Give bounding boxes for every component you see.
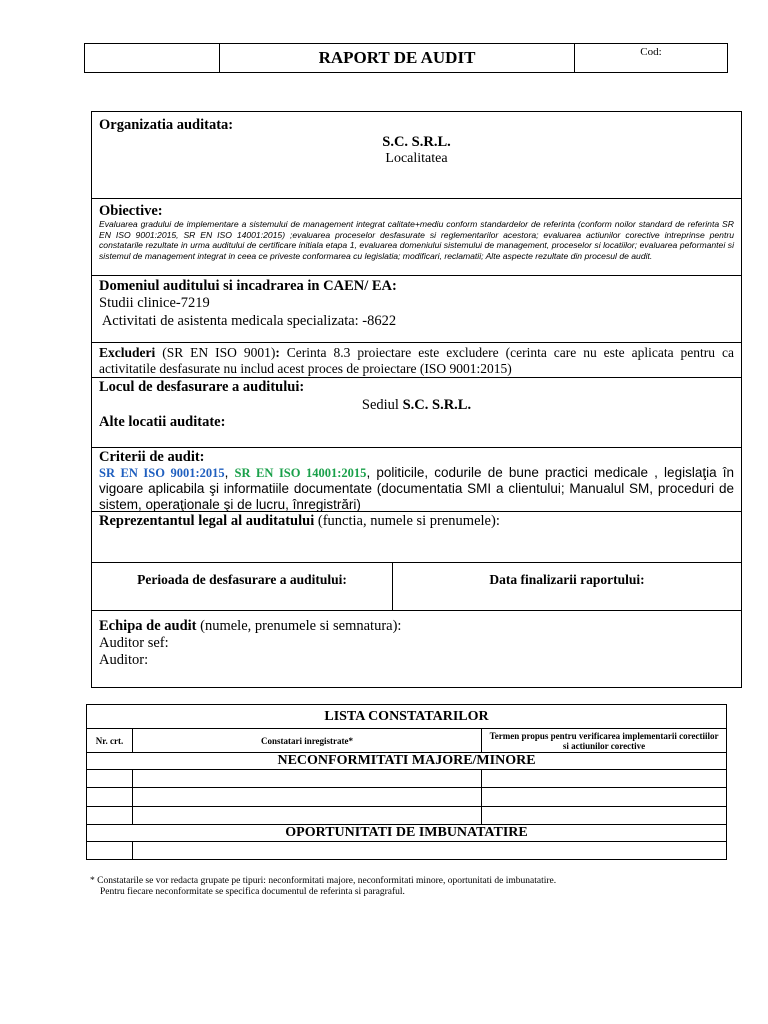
footnote-line-2: Pentru fiecare neconformitate se specifica documentul de referinta si paragraful. [100,887,405,897]
criteria-row [92,448,741,512]
auditor-label: Auditor: [99,652,149,668]
table-row [87,770,726,788]
nr-cell[interactable] [87,788,133,806]
report-title: RAPORT DE AUDIT [220,44,575,72]
team-heading [99,618,734,635]
table-row [87,842,726,859]
exclusions-row [92,343,741,378]
criteria-text: , politicile, codurile de bune practici medicale , legislaţia în vigoare aplicabila şi informatiile documentate (documentatia SMI a clientului; Manualul SM, proceduri de sistem, operaţionale şi de lucru, înregistrări) [99,465,734,512]
criteria-label: Criterii de audit: [99,449,205,465]
criteria-text-block [99,465,734,513]
col-findings-header: Constatari inregistrate* [133,729,482,752]
nr-cell[interactable] [87,807,133,824]
team-label: Echipa de audit [99,618,197,634]
col-deadline-header: Termen propus pentru verificarea implementarii corectiilor si actiunilor corective [489,730,719,751]
period-label: Perioada de desfasurare a auditului: [92,563,393,610]
domain-line-2: Activitati de asistenta medicala specializata: -8622 [99,313,397,329]
finding-cell[interactable] [133,770,482,787]
location-seat [99,397,734,413]
nr-cell[interactable] [87,842,133,859]
code-cell: Cod: [640,46,662,58]
criteria-std-9001: SR EN ISO 9001:2015 [99,466,225,480]
exclusions-label: Excluderi [99,345,156,360]
objectives-text: Evaluarea gradului de implementare a sistemului de management integrat calitate+mediu conform standardelor de referinta (conform noilor standard de referinta SR EN ISO 9001:2015, SR EN ISO 14001:2015) ;evaluarea proceselor desfasurate si reglementarilor acestora; evaluarea actiunilor corective intreprinse pentru constatarile rezultate in urma auditului de certificare initiala etapa 1, evaluarea domeniului sistemului de management, proceselor si locatiilor; evaluarea peformantei si sistemul de management integrat in ceea ce priveste conformarea cu legislatia; modificari, reclamatii; Alte aspecte rezultate din procesul de audit. [99,219,734,261]
table-row [87,807,726,825]
nr-cell[interactable] [87,770,133,787]
opportunity-cell[interactable] [133,842,726,859]
exclusions-standard: (SR EN ISO 9001) [155,345,276,360]
org-locality: Localitatea [385,151,448,166]
org-name: S.C. S.R.L. [382,134,451,150]
header-logo-cell [85,44,220,72]
exclusions-colon: : [275,345,280,360]
org-row [92,112,741,199]
lead-auditor-label: Auditor sef: [99,635,169,651]
report-header [84,43,728,73]
findings-table [86,704,727,860]
major-minor-section-title: NECONFORMITATI MAJORE/MINORE [277,753,536,768]
footnote-line-1: * Constatarile se vor redacta grupate pe tipuri: neconformitati majore, neconformitati minore, oportunitati de imbunatatire. [90,876,557,886]
criteria-sep: , [224,465,235,480]
table-row [87,788,726,807]
finding-cell[interactable] [133,788,482,806]
location-row [92,378,741,448]
col-nr-header: Nr. crt. [87,729,133,752]
org-label: Organizatia auditata: [99,117,234,133]
location-seat-org: S.C. S.R.L. [402,397,472,413]
domain-label: Domeniul auditului si incadrarea in CAEN/ EA: [99,278,397,294]
other-locations-label: Alte locatii auditate: [99,414,226,430]
representative-note: (functia, numele si prenumele): [314,513,500,529]
representative-label: Reprezentantul legal al auditatului [99,513,315,529]
period-row [92,563,741,611]
deadline-cell[interactable] [482,770,726,787]
deadline-cell[interactable] [482,807,726,824]
opportunities-section-title: OPORTUNITATI DE IMBUNATATIRE [285,825,528,840]
location-label: Locul de desfasurare a auditului: [99,379,305,395]
domain-row [92,276,741,343]
team-row [92,611,741,687]
major-minor-section-row [87,753,726,770]
domain-line-1: Studii clinice-7219 [99,295,210,311]
footnote [90,876,556,898]
report-date-label: Data finalizarii raportului: [489,571,645,587]
deadline-cell[interactable] [482,788,726,806]
findings-header-row [87,729,726,753]
representative-row [92,512,741,563]
audit-form-table [91,111,742,688]
team-note: (numele, prenumele si semnatura): [196,618,402,634]
finding-cell[interactable] [133,807,482,824]
exclusions-text: Cerinta 8.3 proiectare este excludere (cerinta care nu este aplicata pentru ca activitatile desfasurate nu includ acest proces de proiectare (ISO 9001:2015) [99,345,734,376]
objectives-row [92,199,741,276]
findings-title-row [87,705,726,729]
objectives-label: Obiective: [99,203,163,219]
location-seat-prefix: Sediul [361,397,403,413]
findings-title: LISTA CONSTATARILOR [324,708,489,724]
criteria-std-14001: SR EN ISO 14001:2015 [234,466,367,480]
opportunities-section-row [87,825,726,842]
